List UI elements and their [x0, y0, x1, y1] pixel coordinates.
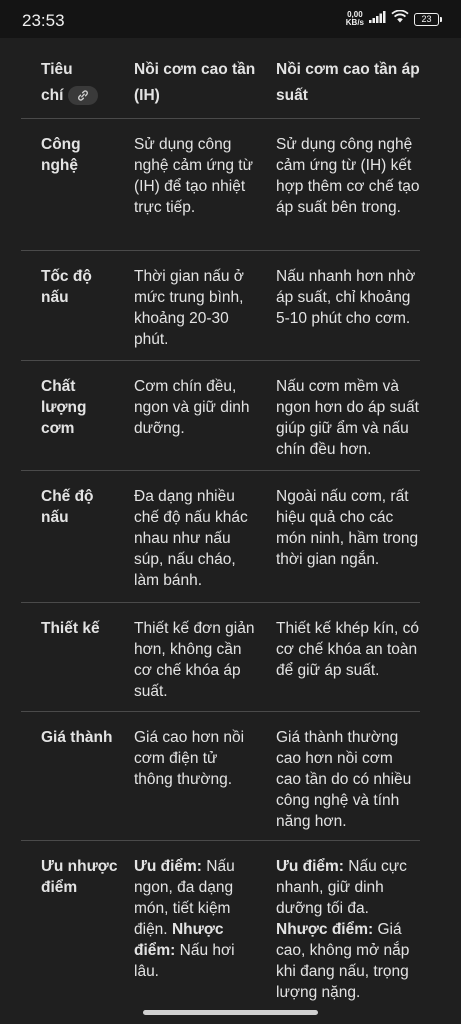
row-criterion: Chất lượng cơm: [41, 378, 87, 437]
row-pressure: [276, 856, 422, 1003]
pressure-cons-label: Nhược điểm:: [276, 921, 374, 938]
row-criterion: Chế độ nấu: [41, 488, 94, 526]
row-criterion: Công nghệ: [41, 136, 81, 174]
header-criterion: [41, 57, 121, 109]
status-time: 23:53: [22, 11, 65, 30]
row-pressure: Nấu nhanh hơn nhờ áp suất, chỉ khoảng 5-10 phút cho cơm.: [276, 268, 416, 327]
status-bar: [0, 0, 461, 38]
battery-icon: [414, 13, 439, 26]
ih-cons-label: Nhược điểm:: [134, 921, 224, 959]
row-criterion: Tốc độ nấu: [41, 268, 92, 306]
row-ih: Thời gian nấu ở mức trung bình, khoảng 20-30 phút.: [134, 268, 244, 348]
comparison-table: [0, 38, 461, 1024]
table-row: [21, 712, 420, 841]
row-criterion: Ưu nhược điểm: [41, 858, 118, 896]
row-pressure: Ngoài nấu cơm, rất hiệu quả cho các món ninh, hầm trong thời gian ngắn.: [276, 488, 419, 568]
ih-cons: Nấu hơi lâu.: [134, 942, 235, 980]
row-ih: [134, 856, 259, 982]
row-pressure: Nấu cơm mềm và ngon hơn do áp suất giúp giữ ẩm và nấu chín đều hơn.: [276, 378, 419, 458]
table-row: [21, 251, 420, 361]
wifi-icon: [391, 10, 409, 28]
row-pressure: Thiết kế khép kín, có cơ chế khóa an toàn để giữ áp suất.: [276, 620, 420, 679]
table-header-row: [21, 38, 420, 119]
signal-icon: [369, 10, 386, 28]
table-row: [21, 361, 420, 471]
net-speed-unit: KB/s: [345, 18, 364, 27]
header-pressure: Nồi cơm cao tần áp suất: [276, 61, 420, 104]
ih-pros: Nấu ngon, đa dạng món, tiết kiệm điện.: [134, 858, 235, 938]
row-pressure: Giá thành thường cao hơn nồi cơm cao tần do có nhiều công nghệ và tính năng hơn.: [276, 729, 412, 830]
pressure-cons: Giá cao, không mở nắp khi đang nấu, trọng lượng nặng.: [276, 921, 410, 1001]
row-ih: Thiết kế đơn giản hơn, không cần cơ chế khóa áp suất.: [134, 620, 255, 700]
battery-level: 23: [421, 14, 432, 24]
row-ih: Cơm chín đều, ngon và giữ dinh dưỡng.: [134, 378, 250, 437]
net-speed-value: 0,00: [347, 10, 363, 19]
row-ih: Sử dụng công nghệ cảm ứng từ (IH) để tạo nhiệt trực tiếp.: [134, 136, 253, 216]
status-icons: [346, 10, 439, 28]
row-ih: Đa dạng nhiều chế độ nấu khác nhau như nấu súp, nấu cháo, làm bánh.: [134, 488, 248, 589]
link-icon[interactable]: [68, 86, 98, 105]
table-row: [21, 841, 420, 1011]
header-ih: Nồi cơm cao tần (IH): [134, 61, 256, 104]
table-row: [21, 603, 420, 712]
row-criterion: Thiết kế: [41, 620, 100, 637]
table-row: [21, 471, 420, 603]
net-speed: [346, 11, 364, 27]
header-criterion-line2: chí: [41, 87, 64, 104]
row-ih: Giá cao hơn nồi cơm điện tử thông thường.: [134, 729, 245, 788]
ih-pros-label: Ưu điểm:: [134, 858, 202, 875]
header-criterion-line1: Tiêu: [41, 61, 73, 78]
row-pressure: Sử dụng công nghệ cảm ứng từ (IH) kết hợp thêm cơ chế tạo áp suất bên trong.: [276, 136, 420, 216]
gesture-nav-handle[interactable]: [143, 1010, 318, 1015]
pressure-pros: Nấu cực nhanh, giữ dinh dưỡng tối đa.: [276, 858, 407, 917]
row-criterion: Giá thành: [41, 729, 113, 746]
table-row: [21, 119, 420, 251]
pressure-pros-label: Ưu điểm:: [276, 858, 344, 875]
